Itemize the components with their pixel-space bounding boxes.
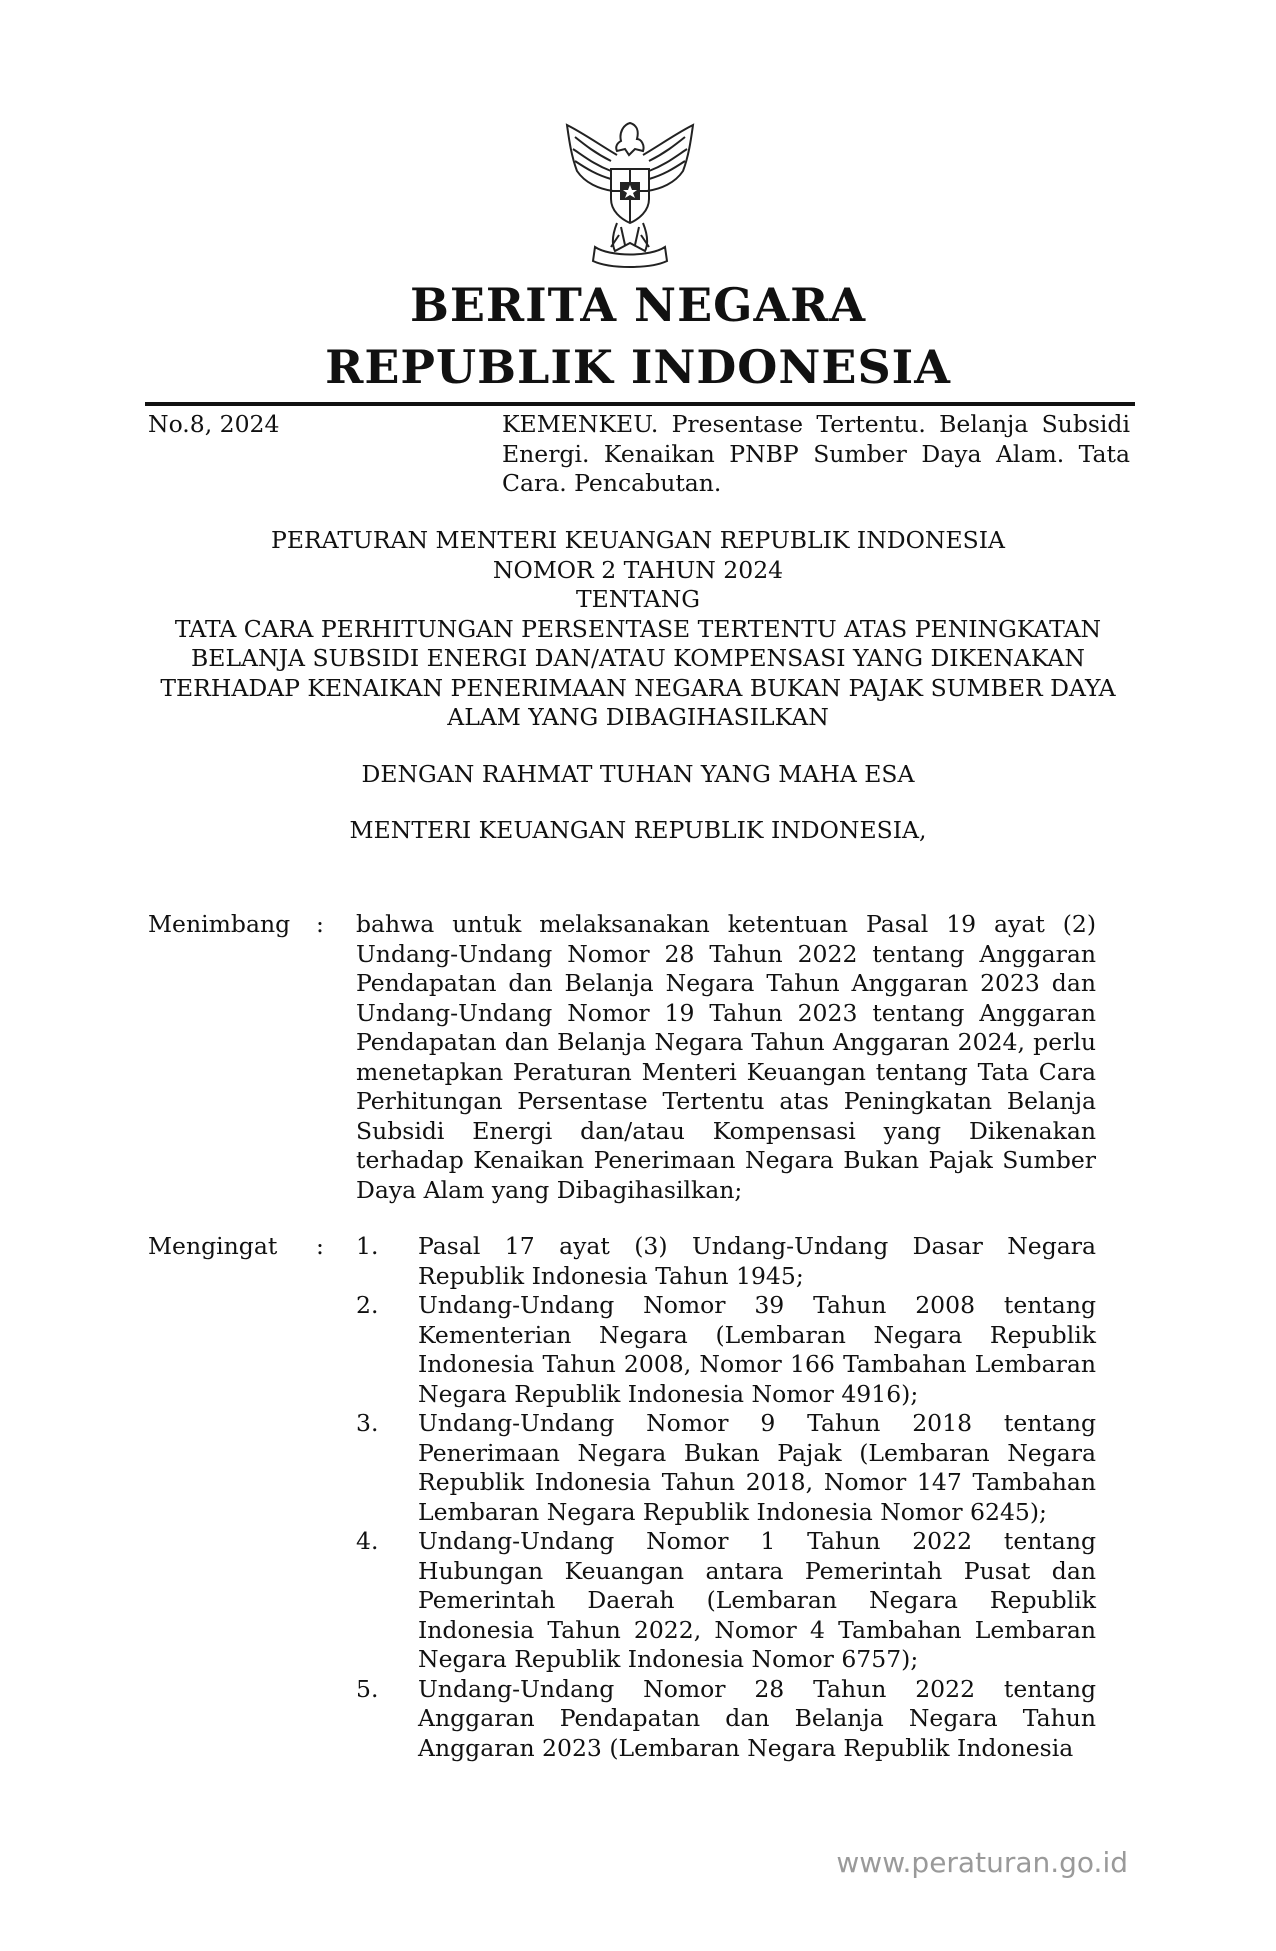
regulation-line: TATA CARA PERHITUNGAN PERSENTASE TERTENTU ATAS PENINGKATAN [174,614,1102,643]
regulation-line: BELANJA SUBSIDI ENERGI DAN/ATAU KOMPENSASI YANG DIKENAKAN [191,644,1085,672]
list-item [356,1232,1096,1291]
list-item-text: Undang-Undang Nomor 28 Tahun 2022 tentang Anggaran Pendapatan dan Belanja Negara Tahun Anggaran 2023 (Lembaran Negara Republik Indonesia [418,1674,1096,1762]
list-item [356,1527,1096,1675]
remembering-list [356,1232,1096,1763]
considering-colon: : [316,910,324,938]
list-item-number: 1. [356,1232,379,1260]
masthead-title-line2: REPUBLIK INDONESIA [325,340,951,394]
regulation-line: ALAM YANG DIBAGIHASILKAN [447,703,829,731]
masthead-title-line1: BERITA NEGARA [409,278,867,332]
considering-label: Menimbang [148,910,291,938]
remembering-label: Mengingat [148,1232,278,1260]
regulation-line: NOMOR 2 TAHUN 2024 [492,555,784,584]
list-item-number: 3. [356,1409,379,1437]
remembering-colon: : [316,1232,324,1260]
list-item-number: 2. [356,1291,379,1319]
list-item-text: Undang-Undang Nomor 9 Tahun 2018 tentang Penerimaan Negara Bukan Pajak (Lembaran Negara Republik Indonesia Tahun 2018, Nomor 147 Tambahan Lembaran Negara Republik Indonesia Nomor 6245); [418,1409,1096,1526]
regulation-line: PERATURAN MENTERI KEUANGAN REPUBLIK INDONESIA [271,526,1005,554]
minister-line: MENTERI KEUANGAN REPUBLIK INDONESIA, [349,816,927,844]
list-item-number: 4. [356,1527,379,1555]
list-item [356,1291,1096,1409]
list-item-text: Pasal 17 ayat (3) Undang-Undang Dasar Negara Republik Indonesia Tahun 1945; [418,1232,1096,1290]
garuda-emblem-icon [555,115,705,275]
regulation-title [140,526,1136,733]
considering-text: bahwa untuk melaksanakan ketentuan Pasal 19 ayat (2) Undang-Undang Nomor 28 Tahun 2022 tentang Anggaran Pendapatan dan Belanja Negara Tahun Anggaran 2023 dan Undang-Undang Nomor 19 Tahun 2023 tentang Anggaran Pendapatan dan Belanja Negara Tahun Anggaran 2024, perlu menetapkan Peraturan Menteri Keuangan tentang Tata Cara Perhitungan Persentase Tertentu atas Peningkatan Belanja Subsidi Energi dan/atau Kompensasi yang Dikenakan terhadap Kenaikan Penerimaan Negara Bukan Pajak Sumber Daya Alam yang Dibagihasilkan; [356,910,1096,1204]
issue-number: No.8, 2024 [148,410,280,438]
regulation-line: TENTANG [575,585,701,613]
regulation-line: TERHADAP KENAIKAN PENERIMAAN NEGARA BUKAN PAJAK SUMBER DAYA [160,673,1116,702]
list-item [356,1675,1096,1764]
list-item [356,1409,1096,1527]
issue-description: KEMENKEU. Presentase Tertentu. Belanja Subsidi Energi. Kenaikan PNBP Sumber Daya Alam. Tata Cara. Pencabutan. [502,410,1130,497]
list-item-text: Undang-Undang Nomor 39 Tahun 2008 tentang Kementerian Negara (Lembaran Negara Republik Indonesia Tahun 2008, Nomor 166 Tambahan Lembaran Negara Republik Indonesia Nomor 4916); [418,1291,1096,1408]
blessing-line: DENGAN RAHMAT TUHAN YANG MAHA ESA [361,760,915,788]
list-item-number: 5. [356,1674,379,1703]
list-item-text: Undang-Undang Nomor 1 Tahun 2022 tentang Hubungan Keuangan antara Pemerintah Pusat dan Pemerintah Daerah (Lembaran Negara Republik Indonesia Tahun 2022, Nomor 4 Tambahan Lembaran Negara Republik Indonesia Nomor 6757); [418,1527,1096,1673]
masthead-divider [145,402,1135,406]
source-watermark: www.peraturan.go.id [836,1846,1128,1879]
